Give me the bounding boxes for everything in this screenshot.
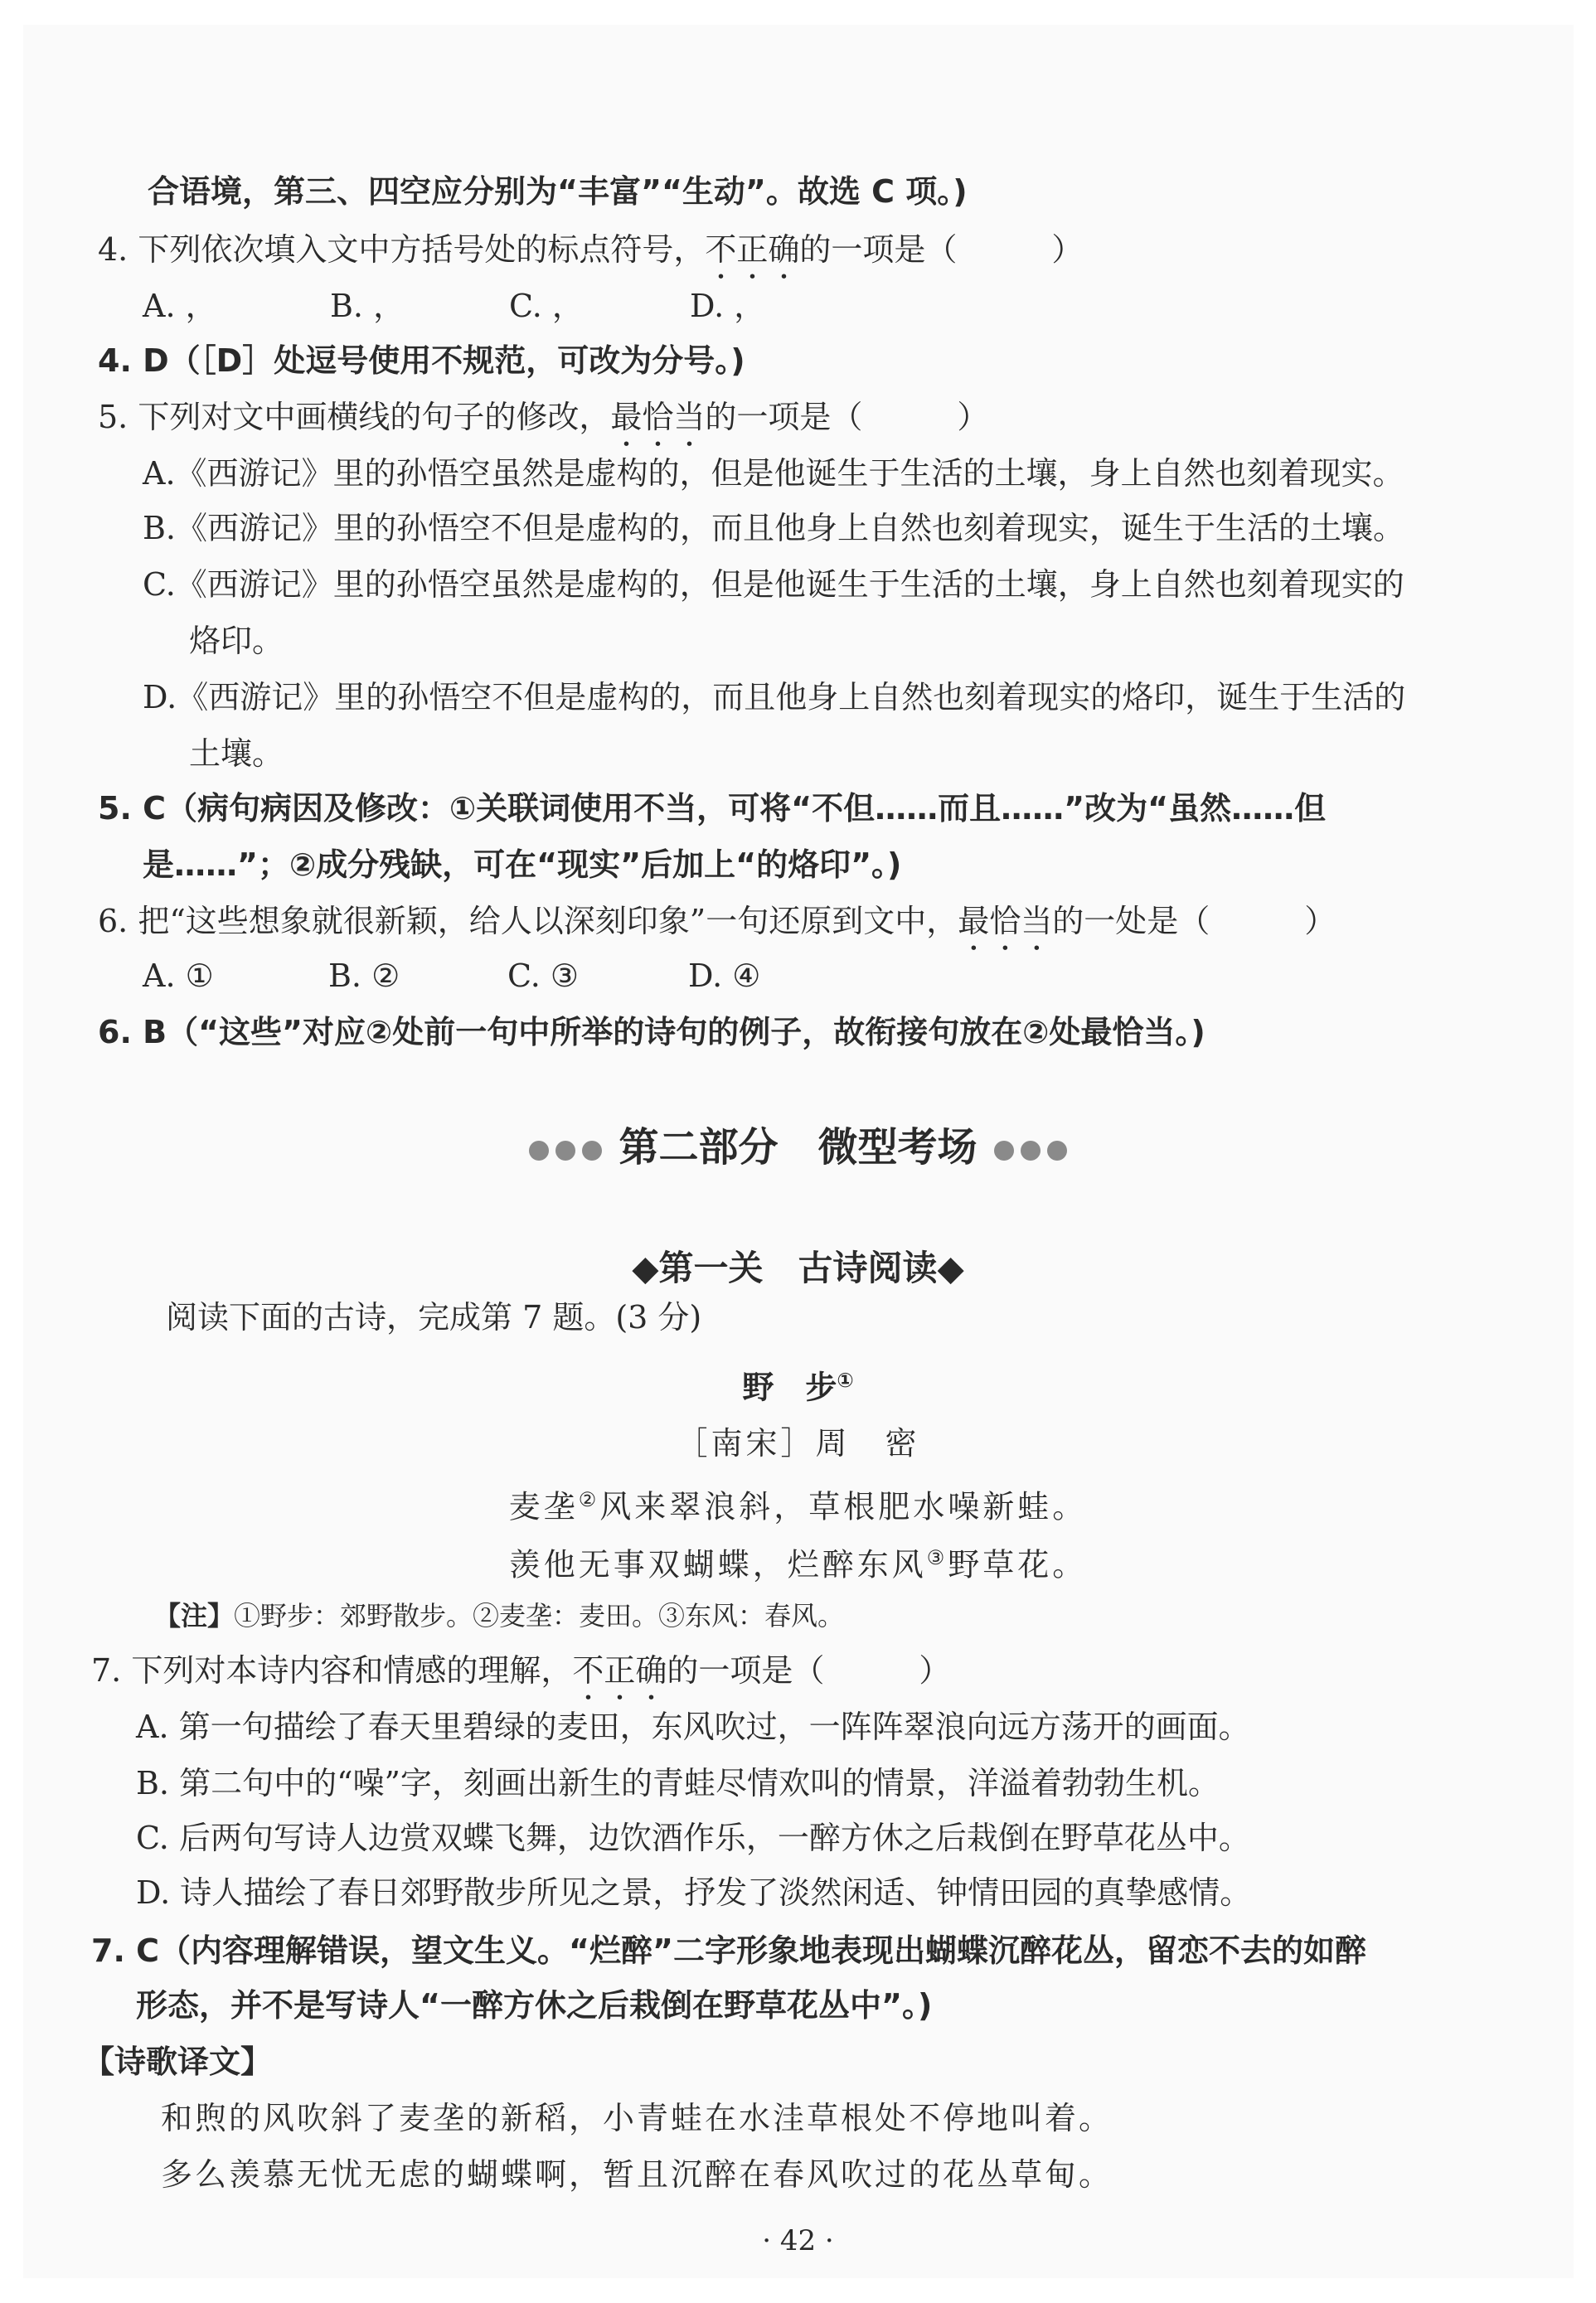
question-5-option-a: A.《西游记》里的孙悟空虽然是虚构的，但是他诞生于生活的土壤，身上自然也刻着现实。	[143, 455, 1404, 492]
question-7-emphasis: 不正确	[572, 1652, 667, 1689]
question-6-option-a: A. ①	[143, 958, 214, 994]
question-4-option-c: C. ，	[509, 288, 584, 324]
poem-title	[0, 1361, 1596, 1407]
question-6-option-d: D. ④	[688, 958, 761, 994]
bullet-dot-icon	[555, 1141, 575, 1161]
question-4-option-b: B. ，	[330, 288, 405, 324]
answer-5-line-2: 是……”；②成分残缺，可在“现实”后加上“的烙印”。)	[143, 846, 902, 883]
gate-intro: 阅读下面的古诗，完成第 7 题。(3 分)	[166, 1299, 702, 1336]
poem-note-label: 【注】	[154, 1600, 235, 1631]
question-7-prefix: 7. 下列对本诗内容和情感的理解，	[91, 1652, 573, 1689]
question-4-option-a: A. ，	[143, 288, 217, 324]
question-4-suffix: 的一项是（ ）	[799, 231, 1084, 268]
question-7-option-c: C. 后两句写诗人边赏双蝶飞舞，边饮酒作乐，一醉方休之后栽倒在野草花丛中。	[136, 1820, 1250, 1856]
question-5	[98, 398, 988, 453]
question-7	[91, 1651, 950, 1707]
question-6	[98, 902, 1336, 958]
question-5-suffix: 的一项是（ ）	[705, 399, 989, 435]
question-4	[98, 230, 1083, 286]
poem-line-2-b: 野草花。	[948, 1546, 1088, 1583]
question-4-option-d: D. ，	[690, 288, 766, 324]
question-7-option-d: D. 诗人描绘了春日郊野散步所见之景，抒发了淡然闲适、钟情田园的真挚感情。	[136, 1874, 1252, 1911]
poem-title-text: 野 步	[742, 1369, 837, 1406]
poem-line-2	[0, 1539, 1596, 1584]
answer-6: 6. B（“这些”对应②处前一句中所举的诗句的例子，故衔接句放在②处最恰当。)	[98, 1014, 1205, 1050]
section-heading	[0, 1122, 1596, 1172]
poem-note-text: ①野步：郊野散步。②麦垄：麦田。③东风：春风。	[234, 1600, 845, 1631]
question-6-option-b: B. ②	[328, 958, 400, 994]
poem-line-1-b: 风来翠浪斜，草根肥水噪新蛙。	[599, 1488, 1088, 1525]
poem-line-1-mark: ②	[578, 1488, 600, 1511]
page-number: · 42 ·	[762, 2224, 834, 2257]
question-5-option-d: D.《西游记》里的孙悟空不但是虚构的，而且他身上自然也刻着现实的烙印，诞生于生活的	[143, 679, 1406, 715]
question-5-option-d-cont: 土壤。	[189, 735, 284, 772]
bullet-dot-icon	[1047, 1141, 1067, 1161]
poem-author: ［南宋］周 密	[676, 1425, 920, 1462]
gate-title: ◆第一关 古诗阅读◆	[632, 1248, 964, 1288]
answer-5-line-1: 5. C（病句病因及修改：①关联词使用不当，可将“不但……而且……”改为“虽然……但	[98, 790, 1327, 827]
poem-line-1-a: 麦垄	[508, 1488, 579, 1525]
translation-line-1: 和煦的风吹斜了麦垄的新稻，小青蛙在水洼草根处不停地叫着。	[161, 2100, 1113, 2136]
question-5-emphasis: 最恰当	[610, 399, 706, 435]
question-6-prefix: 6. 把“这些想象就很新颖，给人以深刻印象”一句还原到文中，	[98, 903, 958, 939]
question-6-emphasis: 最恰当	[958, 903, 1053, 939]
section-title: 第二部分 微型考场	[619, 1124, 977, 1171]
bullet-dot-icon	[1021, 1141, 1041, 1161]
question-6-option-c: C. ③	[507, 958, 579, 994]
answer-7-line-2: 形态，并不是写诗人“一醉方休之后栽倒在野草花丛中”。)	[136, 1987, 933, 2024]
question-7-option-a: A. 第一句描绘了春天里碧绿的麦田，东风吹过，一阵阵翠浪向远方荡开的画面。	[136, 1709, 1250, 1745]
question-5-option-b: B.《西游记》里的孙悟空不但是虚构的，而且他身上自然也刻着现实，诞生于生活的土壤。	[143, 510, 1405, 546]
answer-7-line-1: 7. C（内容理解错误，望文生义。“烂醉”二字形象地表现出蝴蝶沉醉花丛，留恋不去的如醉	[91, 1932, 1366, 1969]
question-5-option-c-cont: 烙印。	[189, 623, 284, 659]
question-5-option-c: C.《西游记》里的孙悟空虽然是虚构的，但是他诞生于生活的土壤，身上自然也刻着现实的	[143, 566, 1404, 603]
poem-line-2-mark: ③	[926, 1546, 948, 1569]
translation-label: 【诗歌译文】	[83, 2044, 273, 2080]
poem-title-footnote-mark: ①	[837, 1369, 854, 1392]
poem-line-2-a: 羡他无事双蝴蝶，烂醉东风	[508, 1546, 927, 1583]
question-4-prefix: 4. 下列依次填入文中方括号处的标点符号，	[98, 231, 706, 268]
translation-line-2: 多么羡慕无忧无虑的蝴蝶啊，暂且沉醉在春风吹过的花丛草甸。	[161, 2156, 1113, 2193]
bullet-dot-icon	[529, 1141, 549, 1161]
question-7-option-b: B. 第二句中的“噪”字，刻画出新生的青蛙尽情欢叫的情景，洋溢着勃勃生机。	[136, 1765, 1220, 1801]
answer-3-continuation: 合语境，第三、四空应分别为“丰富”“生动”。故选 C 项。)	[148, 173, 968, 210]
question-4-emphasis: 不正确	[705, 231, 800, 268]
question-6-suffix: 的一处是（ ）	[1052, 903, 1336, 939]
bullet-dot-icon	[582, 1141, 602, 1161]
question-5-prefix: 5. 下列对文中画横线的句子的修改，	[98, 399, 611, 435]
question-7-suffix: 的一项是（ ）	[667, 1652, 951, 1689]
bullet-dot-icon	[994, 1141, 1014, 1161]
poem-line-1	[0, 1481, 1596, 1526]
answer-4: 4. D（［D］处逗号使用不规范，可改为分号。)	[98, 342, 745, 379]
poem-note	[154, 1597, 844, 1635]
